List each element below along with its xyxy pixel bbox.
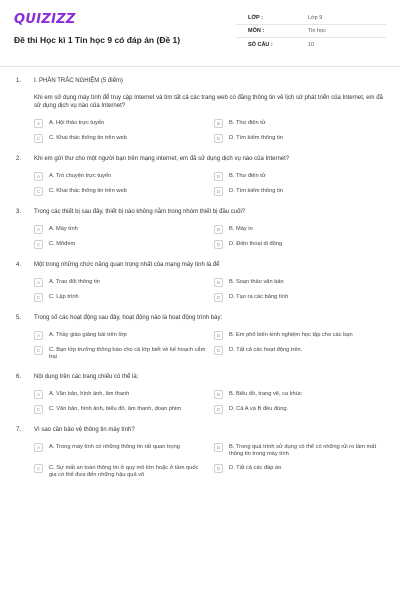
option-text: A. Thầy giáo giảng bài trên lớp	[49, 332, 127, 338]
option-text: D. Tất cả các đáp án	[229, 465, 282, 471]
option-letter-badge: D	[214, 293, 223, 302]
question-text	[34, 426, 386, 434]
question-number: 2.	[16, 156, 22, 162]
option-letter-badge: C	[34, 464, 43, 473]
question-text	[34, 155, 386, 163]
question-text	[34, 314, 386, 322]
question-text	[34, 208, 386, 216]
question-number: 1.	[16, 78, 22, 84]
question-line: Khi em sử dụng máy tính để truy cập Internet và tìm tất cả các trang web có đăng thông tin về lịch sử phát triển của Internet, em đã sử dụng dịch vụ nào của Internet?	[34, 95, 383, 109]
option-text: D. Tất cả các hoạt động trên.	[229, 347, 303, 353]
meta-value: Lớp 9	[308, 15, 323, 21]
option-letter-badge: D	[214, 464, 223, 473]
option-letter-badge: A	[34, 443, 43, 452]
answer-option[interactable]	[214, 405, 386, 414]
option-text: D. Cả A và B đều đúng.	[229, 406, 289, 412]
option-text: B. Soạn thảo văn bản	[229, 279, 284, 285]
option-text: B. Thư điện tử	[229, 120, 266, 126]
meta-value: 10	[308, 41, 315, 48]
option-text: D. Tìm kiếm thông tin	[229, 188, 283, 194]
answer-option[interactable]	[214, 119, 386, 128]
answer-option[interactable]	[214, 464, 386, 479]
option-text: A. Hội thảo trực tuyến	[49, 120, 105, 126]
question-text	[34, 261, 386, 269]
option-text: A. Trong máy tính có những thông tin rất quan trọng	[49, 444, 180, 450]
option-text: C. Khai thác thông tin trên web	[49, 188, 127, 194]
question-text	[34, 77, 386, 110]
answer-option[interactable]	[34, 443, 206, 458]
option-text: D. Điện thoại di động	[229, 241, 283, 247]
brand-block	[14, 12, 180, 66]
answer-option[interactable]	[34, 187, 206, 196]
option-text: B. Trong quá trình sử dụng có thể có những rủi ro làm mất thông tin trong máy tính	[229, 444, 377, 457]
question-number: 3.	[16, 209, 22, 215]
option-letter-badge: A	[34, 278, 43, 287]
question-number: 6.	[16, 374, 22, 380]
option-text: A. Trao đổi thông tin	[49, 279, 100, 285]
answer-option[interactable]	[34, 240, 206, 249]
option-letter-badge: A	[34, 119, 43, 128]
answer-option[interactable]	[34, 346, 206, 361]
option-text: A. Máy tính	[49, 226, 78, 232]
answer-option[interactable]	[214, 172, 386, 181]
quizizz-logo: QUIZIZZ	[14, 12, 76, 27]
question-5	[14, 314, 386, 361]
question-line: Trong các thiết bị sau đây, thiết bị nào không nằm trong nhóm thiết bị đầu cuối?	[34, 209, 246, 215]
answer-options	[14, 390, 386, 414]
answer-option[interactable]	[214, 390, 386, 399]
option-text: B. Em phổ biến kinh nghiệm học tập cho các bạn	[229, 332, 353, 338]
answer-option[interactable]	[34, 134, 206, 143]
answer-option[interactable]	[214, 331, 386, 340]
answer-option[interactable]	[214, 134, 386, 143]
option-letter-badge: B	[214, 225, 223, 234]
question-row	[14, 77, 386, 110]
option-letter-badge: B	[214, 390, 223, 399]
question-line: Khi em gửi thư cho một người bạn trên mạng internet, em đã sử dụng dịch vụ nào của Internet?	[34, 156, 290, 162]
meta-label: MÔN :	[248, 28, 265, 34]
answer-option[interactable]	[34, 225, 206, 234]
answer-options	[14, 331, 386, 361]
option-text: C. Sự mất an toàn thông tin ở quy mô lớn hoặc ở tầm quốc gia có thể đưa đến những hậu quả vô	[49, 465, 199, 478]
question-row	[14, 155, 386, 163]
option-letter-badge: A	[34, 225, 43, 234]
meta-label: LỚP :	[248, 15, 263, 21]
question-1	[14, 77, 386, 143]
option-letter-badge: A	[34, 331, 43, 340]
answer-option[interactable]	[214, 187, 386, 196]
meta-value: Tin học	[308, 28, 326, 34]
answer-options	[14, 172, 386, 196]
option-letter-badge: C	[34, 187, 43, 196]
option-text: C. Khai thác thông tin trên web	[49, 135, 127, 141]
option-text: C. Văn bản, hình ảnh, biểu đồ, âm thanh, đoạn phim	[49, 406, 182, 412]
question-2	[14, 155, 386, 196]
option-letter-badge: B	[214, 119, 223, 128]
question-6	[14, 373, 386, 414]
answer-option[interactable]	[34, 278, 206, 287]
answer-option[interactable]	[34, 405, 206, 414]
option-text: B. Biểu đồ, trang vẽ, ca khúc	[229, 391, 302, 397]
option-letter-badge: B	[214, 331, 223, 340]
question-row	[14, 261, 386, 269]
option-text: A. Văn bản, hình ảnh, âm thanh	[49, 391, 130, 397]
answer-option[interactable]	[34, 390, 206, 399]
meta-label: SỐ CÂU :	[248, 41, 273, 48]
option-letter-badge: C	[34, 240, 43, 249]
answer-option[interactable]	[34, 119, 206, 128]
option-letter-badge: D	[214, 346, 223, 355]
option-letter-badge: B	[214, 443, 223, 452]
question-row	[14, 314, 386, 322]
option-letter-badge: A	[34, 172, 43, 181]
question-line: Nội dung trên các trang chiếu có thể là:	[34, 374, 139, 380]
question-list	[14, 67, 386, 479]
meta-row-class	[236, 12, 386, 25]
option-letter-badge: B	[214, 172, 223, 181]
answer-option[interactable]	[214, 443, 386, 458]
option-text: B. Thư điện tử	[229, 173, 266, 179]
question-number: 4.	[16, 262, 22, 268]
answer-option[interactable]	[214, 346, 386, 361]
answer-option[interactable]	[214, 240, 386, 249]
answer-option[interactable]	[34, 331, 206, 340]
answer-option[interactable]	[34, 293, 206, 302]
question-line: I. PHẦN TRẮC NGHIỆM (5 điểm)	[34, 78, 123, 84]
question-line: Vì sao cần bảo vệ thông tin máy tính?	[34, 427, 135, 433]
meta-row-count	[236, 38, 386, 51]
answer-options	[14, 443, 386, 479]
answer-options	[14, 225, 386, 249]
question-number: 5.	[16, 315, 22, 321]
option-text: A. Trò chuyện trực tuyến	[49, 173, 112, 179]
question-4	[14, 261, 386, 302]
option-text: D. Tìm kiếm thông tin	[229, 135, 283, 141]
meta-table	[236, 12, 386, 66]
answer-options	[14, 278, 386, 302]
answer-option[interactable]	[34, 172, 206, 181]
option-letter-badge: D	[214, 134, 223, 143]
answer-options	[14, 119, 386, 143]
option-letter-badge: C	[34, 405, 43, 414]
option-letter-badge: B	[214, 278, 223, 287]
option-letter-badge: C	[34, 293, 43, 302]
question-line: Một trong những chức năng quan trọng nhất của mạng máy tính là để	[34, 262, 220, 268]
meta-row-subject	[236, 25, 386, 38]
question-text	[34, 373, 386, 381]
document-title: Đề thi Học kì 1 Tin học 9 có đáp án (Đề 1)	[14, 35, 181, 45]
answer-option[interactable]	[214, 278, 386, 287]
question-row	[14, 373, 386, 381]
answer-option[interactable]	[34, 464, 206, 479]
document-header	[14, 0, 386, 66]
question-row	[14, 208, 386, 216]
question-number: 7.	[16, 427, 22, 433]
answer-option[interactable]	[214, 225, 386, 234]
option-letter-badge: C	[34, 134, 43, 143]
question-line: Trong số các hoạt động sau đây, hoạt động nào là hoạt động trình bày:	[34, 315, 223, 321]
question-row	[14, 426, 386, 434]
question-7	[14, 426, 386, 479]
answer-option[interactable]	[214, 293, 386, 302]
question-3	[14, 208, 386, 249]
option-text: C. Bạn lớp trưởng thông báo cho cả lớp biết về kế hoạch cắm trại	[49, 347, 206, 360]
option-letter-badge: C	[34, 346, 43, 355]
option-text: C. Lập trình	[49, 294, 79, 300]
option-letter-badge: D	[214, 187, 223, 196]
option-letter-badge: D	[214, 405, 223, 414]
option-letter-badge: A	[34, 390, 43, 399]
option-text: B. Máy in	[229, 226, 253, 232]
option-letter-badge: D	[214, 240, 223, 249]
option-text: C. Môđem	[49, 241, 76, 247]
option-text: D. Tạo ra các bảng tính	[229, 294, 289, 300]
